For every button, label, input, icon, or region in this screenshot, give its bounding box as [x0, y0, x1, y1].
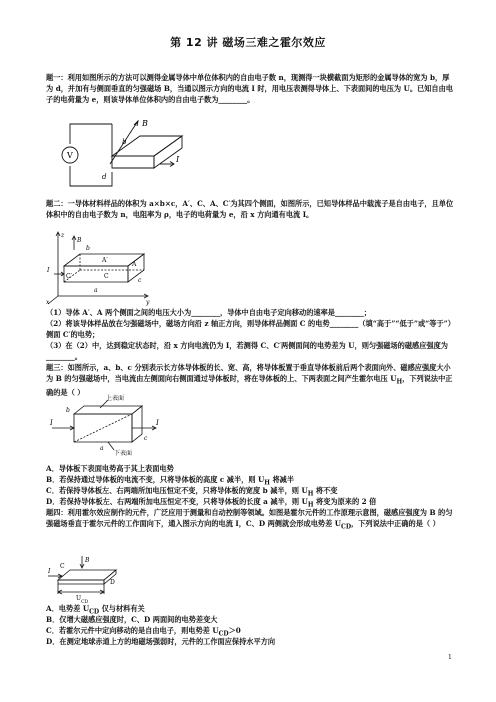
- q4-label-B: B: [85, 557, 90, 564]
- q2-sub1: （1）导体 A′、A 两个侧面之间的电压大小为________，导体中自由电子定向移动的速率是________；: [46, 308, 371, 317]
- q3-label-a: a: [100, 445, 104, 452]
- q1-label-b: b: [122, 138, 127, 146]
- q3-label-I-left: I: [50, 419, 53, 427]
- q3-option-d: D．若保持导体板左、右两端所加电压恒定不变，只将导体板的长度 a 减半，则 $U_H$ 将变为原来的 2 倍: [46, 497, 377, 509]
- q2-label-C-prime: C′: [66, 273, 72, 280]
- q4-figure: [46, 552, 156, 605]
- q4-option-b: B．仅增大磁感应强度时，C、D 两面间的电势差变大: [46, 615, 218, 624]
- q1-label-B: B: [142, 119, 148, 128]
- q1-figure: [50, 114, 190, 192]
- q2-label-b: b: [86, 245, 90, 252]
- q2-label-y: y: [146, 299, 150, 306]
- q3-option-b: B．若保持通过导体板的电流不变，只将导体板的高度 c 减半，则 $U_H$ 将减半: [46, 475, 295, 487]
- q3-label-b: b: [66, 407, 70, 414]
- q4-label-I: I: [48, 568, 51, 575]
- q3-label-I-right: I: [156, 419, 159, 427]
- q4-text: 题四：利用霍尔效应制作的元件，广泛应用于测量和自动控制等领域。如图是霍尔元件的工作原理示意图，磁感应强度为 B 的匀强磁场垂直于霍尔元件的工作面向下，通入图示方向的电流 I，C、D 两侧就会形成电势差 $U_{CD}$，下列说法中正确的是（ ）: [46, 508, 453, 531]
- q2-text: 题二：一导体材料样品的体积为 a×b×c，A′、C、A、C′为其四个侧面，如图所示，已知导体样品中载流子是自由电子，且单位体积中的自由电子数为 n，电阻率为 ρ，电子的电荷量为 e，沿 x 方向通有电流 I。: [46, 199, 454, 219]
- q2-label-A: A: [132, 261, 137, 268]
- q3-figure: [44, 394, 164, 456]
- q4-label-C: C: [60, 563, 65, 570]
- q1-text: 题一：利用如图所示的方法可以测得金属导体中单位体积内的自由电子数 n，现测得一块横截面为矩形的金属导体的宽为 b，厚为 d，并加有与侧面垂直的匀强磁场 B，当通以图示方向的电流 I 时，用电压表测得导体上、下表面间的电压为 U。已知自由电子的电荷量为 e，则该导体单位体积内的自由电子数为________。: [46, 73, 453, 104]
- q3-label-c: c: [144, 435, 148, 442]
- q4-option-a: A．电势差 $U_{CD}$ 仅与材料有关: [46, 604, 145, 616]
- q4-label-ucd: $U_{CD}$: [76, 595, 89, 605]
- q3-label-top: 上表面: [106, 395, 125, 402]
- q3-option-a: A．导体板下表面电势高于其上表面电势: [46, 464, 174, 473]
- q2-sub3: （3）在（2）中，达到稳定状态时，沿 x 方向电流仍为 I，若测得 C、C′两侧面间的电势差为 U，则匀强磁场的磁感应强度为________。: [46, 341, 448, 361]
- q2-label-B: B: [77, 237, 82, 244]
- q1-label-I: I: [176, 155, 180, 164]
- q1-label-d: d: [102, 173, 107, 181]
- q2-label-z: z: [61, 232, 65, 239]
- page-title: 第 12 讲 磁场三难之霍尔效应: [170, 36, 326, 49]
- q3-option-c: C．若保持导体板左、右两端所加电压恒定不变，只将导体板的宽度 b 减半，则 $U_H$ 将不变: [46, 486, 338, 498]
- q3-label-bottom: 下表面: [114, 450, 133, 457]
- q2-sub2: （2）将该导体样品放在匀强磁场中，磁场方向沿 z 轴正方向，则导体样品侧面 C 的电势________（填“高于”“低于”或“等于”）侧面 C′的电势；: [46, 319, 455, 339]
- q2-label-A-prime: A′: [102, 257, 108, 264]
- q2-label-C: C: [104, 273, 109, 280]
- q2-label-c: c: [138, 277, 142, 284]
- q1-label-V: V: [67, 151, 73, 160]
- q2-label-x: x: [46, 299, 50, 306]
- q2-figure: [44, 228, 154, 306]
- q2-label-a: a: [94, 287, 98, 294]
- q4-label-D: D: [110, 579, 115, 586]
- q4-option-c: C．若霍尔元件中定向移动的是自由电子，则电势差 $U_{CD}>0$: [46, 626, 241, 638]
- q3-text: 题三：如图所示，a、b、c 分别表示长方体导体板的长、宽、高，将导体板置于垂直导体板前后两个表面向外、磁感应强度大小为 B 的匀强磁场中，当电流由左侧面向右侧面通过导体板时，将在导体板的上、下两表面之间产生霍尔电压 $U_H$，下列说法中正确的是（ ）: [46, 363, 453, 398]
- q4-option-d: D．在测定地球赤道上方的地磁场强弱时，元件的工作面应保持水平方向: [46, 637, 276, 646]
- page-number: 1: [448, 654, 452, 661]
- q2-label-I: I: [47, 267, 50, 274]
